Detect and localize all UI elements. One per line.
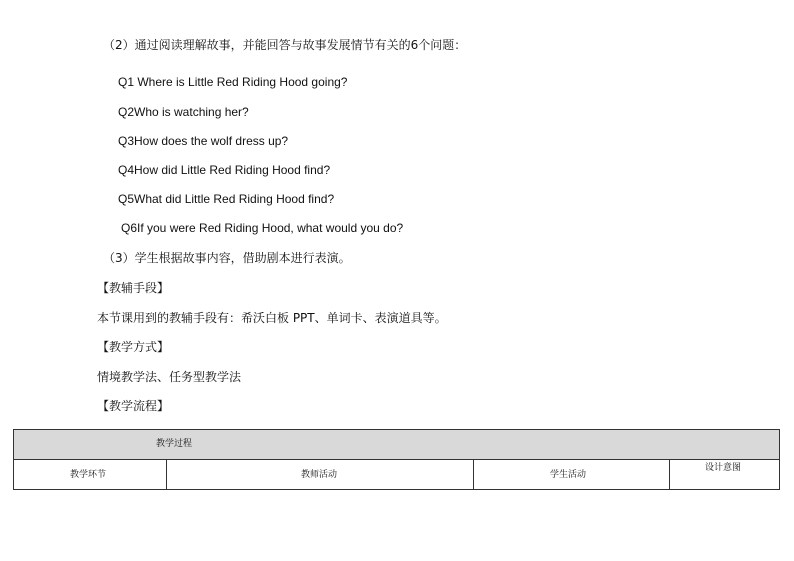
table-cell-design-intent (669, 460, 779, 489)
step-2-text: （2）通过阅读理解故事，并能回答与故事发展情节有关的6个问题： (103, 38, 467, 52)
flow-heading: 【教学流程】 (97, 399, 170, 413)
table-header-row (14, 430, 779, 460)
column-label-student-activity: 学生活动 (550, 470, 587, 480)
question-3: Q3How does the wolf dress up? (118, 134, 289, 148)
question-6: Q6If you were Red Riding Hood, what would you do? (121, 221, 404, 235)
aids-heading: 【教辅手段】 (97, 281, 170, 295)
table-cell-teaching-stage (14, 460, 166, 489)
table-header-label: 教学过程 (156, 439, 193, 449)
table-cell-teacher-activity (166, 460, 473, 489)
teaching-flow-table (13, 429, 780, 490)
question-1: Q1 Where is Little Red Riding Hood going? (118, 75, 348, 89)
column-label-teacher-activity: 教师活动 (301, 470, 338, 480)
column-label-design-intent: 设计意图 (705, 463, 742, 473)
question-2: Q2Who is watching her? (118, 105, 249, 119)
step-3-text: （3）学生根据故事内容，借助剧本进行表演。 (103, 251, 351, 265)
table-cell-student-activity (473, 460, 669, 489)
question-5: Q5What did Little Red Riding Hood find? (118, 192, 335, 206)
column-label-teaching-stage: 教学环节 (70, 470, 107, 480)
methods-text: 情境教学法、任务型教学法 (97, 370, 242, 384)
question-4: Q4How did Little Red Riding Hood find? (118, 163, 331, 177)
aids-text: 本节课用到的教辅手段有：希沃白板 PPT、单词卡、表演道具等。 (97, 311, 447, 325)
methods-heading: 【教学方式】 (97, 340, 170, 354)
